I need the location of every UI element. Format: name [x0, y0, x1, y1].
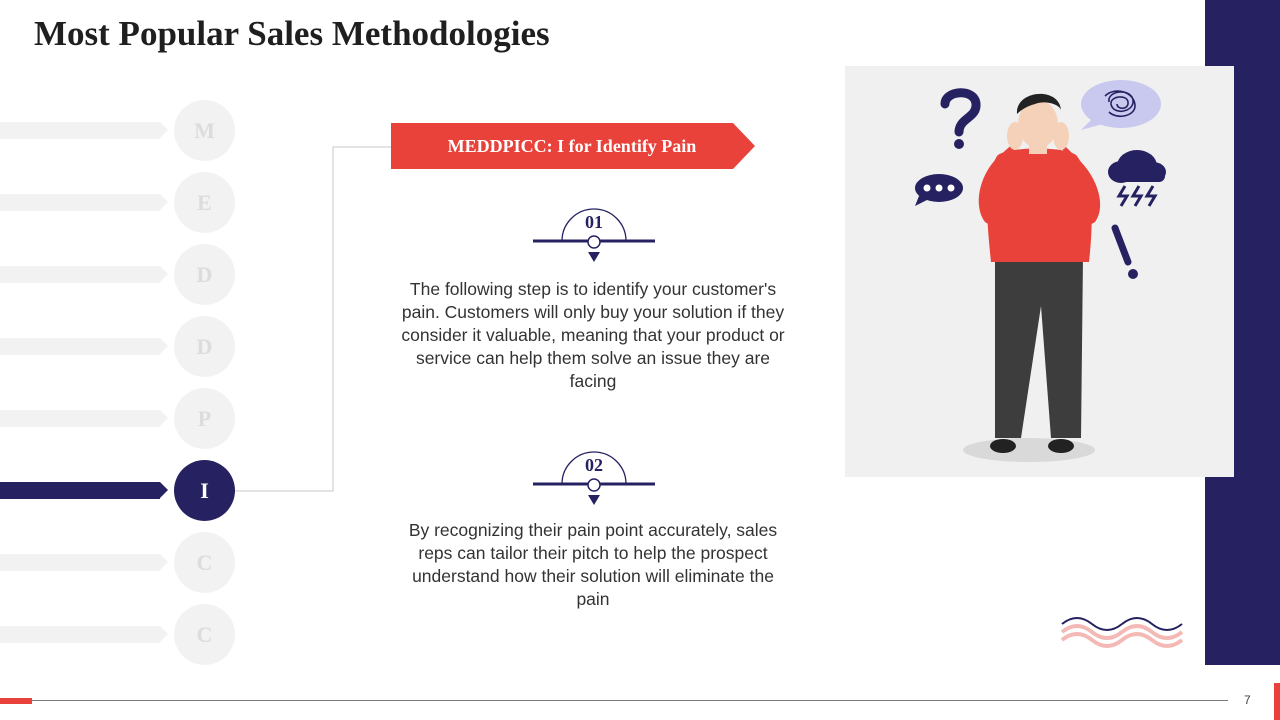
letter-circle: D: [174, 316, 235, 377]
letter-circle: E: [174, 172, 235, 233]
letter-bar: [0, 554, 160, 571]
letter-circle: I: [174, 460, 235, 521]
step-description: By recognizing their pain point accurately, sales reps can tailor their pitch to help the prospect understand how their solution will eliminate the pain: [408, 520, 778, 609]
letter-circle: C: [174, 532, 235, 593]
letter-item-c2[interactable]: [0, 604, 240, 666]
letter-item-i-active[interactable]: [0, 460, 240, 522]
speech-bubble-icon: [915, 174, 963, 206]
letter-bar: [0, 410, 160, 427]
step-number: 02: [585, 455, 603, 475]
letter-item-d1[interactable]: [0, 244, 240, 306]
letter-bar: [0, 122, 160, 139]
scribble-thought-icon: [1081, 80, 1161, 130]
frustrated-person-illustration: [845, 66, 1234, 477]
letter-bar: [0, 626, 160, 643]
letter-circle: D: [174, 244, 235, 305]
letter-item-p[interactable]: [0, 388, 240, 450]
letter-bar: [0, 338, 160, 355]
step-number: 01: [585, 212, 603, 232]
letter-item-c1[interactable]: [0, 532, 240, 594]
page-number: 7: [1244, 693, 1251, 707]
letter-item-e[interactable]: [0, 172, 240, 234]
letter-circle: M: [174, 100, 235, 161]
connector-line: [230, 140, 400, 500]
footer-accent-left: [0, 698, 32, 704]
banner-title: MEDDPICC: I for Identify Pain: [447, 136, 697, 156]
person-figure: [979, 94, 1100, 453]
letter-item-d2[interactable]: [0, 316, 240, 378]
wave-decoration: [1060, 612, 1186, 652]
step-description: The following step is to identify your customer's pain. Customers will only buy your solution if they consider it valuable, meaning that your product or service can help them solve an issue they are facing: [401, 279, 785, 391]
letter-circle: P: [174, 388, 235, 449]
letter-bar: [0, 266, 160, 283]
exclamation-icon: [1115, 228, 1138, 279]
question-mark-icon: [945, 93, 976, 149]
footer-accent-right: [1274, 683, 1280, 720]
letter-bar: [0, 482, 160, 499]
letter-bar: [0, 194, 160, 211]
page-title: Most Popular Sales Methodologies: [34, 14, 550, 53]
storm-cloud-icon: [1108, 150, 1166, 206]
letter-circle: C: [174, 604, 235, 665]
letter-item-m[interactable]: [0, 100, 240, 162]
footer-divider: [0, 700, 1228, 701]
